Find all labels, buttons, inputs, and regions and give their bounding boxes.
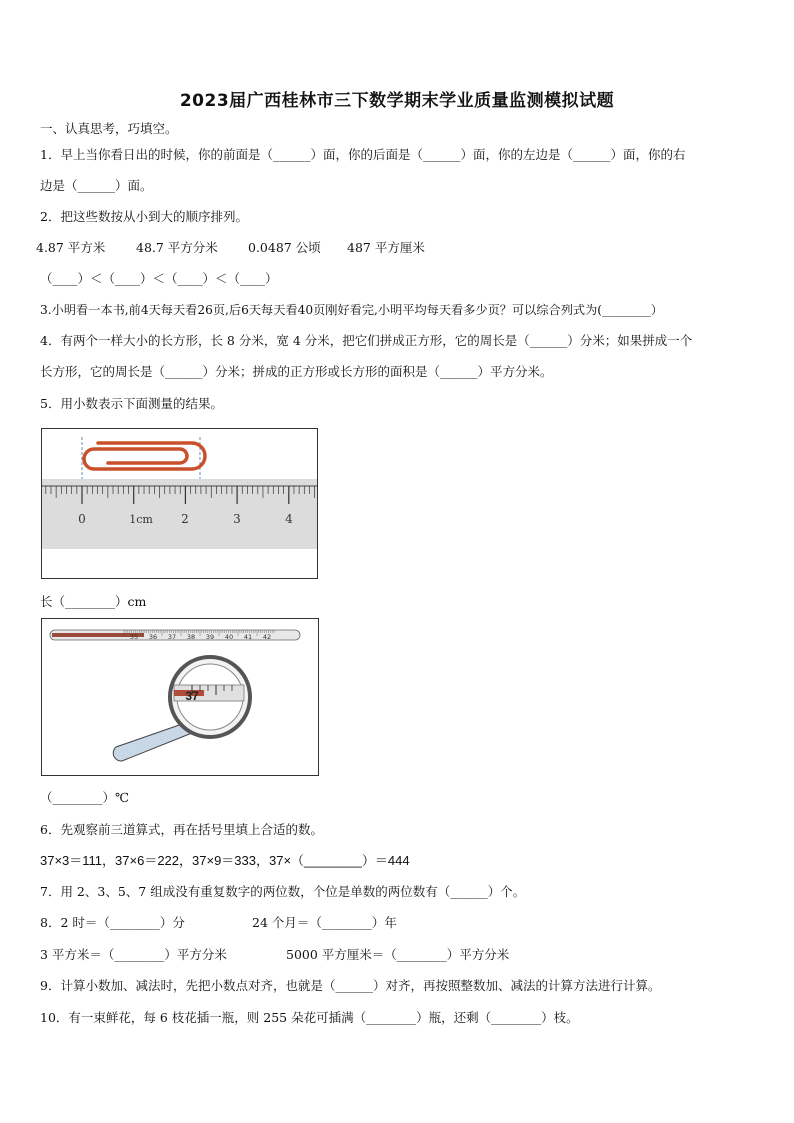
question-5-temperature-answer: （________）℃ xyxy=(40,790,129,805)
question-2-item-4: 487 平方厘米 xyxy=(347,240,425,255)
thermometer-label: 38 xyxy=(186,633,196,641)
question-4-line-1: 4．有两个一样大小的长方形，长 8 分米，宽 4 分米，把它们拼成正方形，它的周长是（______）分米；如果拼成一个 xyxy=(40,333,693,348)
magnifier-handle xyxy=(113,723,192,761)
question-10: 10．有一束鲜花，每 6 枝花插一瓶，则 255 朵花可插满（________）瓶，还剩（________）枝。 xyxy=(40,1010,579,1025)
magnified-label: 37 xyxy=(185,689,199,703)
thermometer-label: 41 xyxy=(243,633,253,641)
question-7: 7．用 2、3、5、7 组成没有重复数字的两位数，个位是单数的两位数有（______）个。 xyxy=(40,884,526,899)
question-2-item-2: 48.7 平方分米 xyxy=(136,240,218,255)
question-6-heading: 6．先观察前三道算式，再在括号里填上合适的数。 xyxy=(40,822,323,837)
magnifier-icon xyxy=(113,657,250,761)
question-2-heading: 2．把这些数按从小到大的顺序排列。 xyxy=(40,209,248,224)
ruler-label: 0 xyxy=(78,512,86,526)
question-2-item-3: 0.0487 公顷 xyxy=(248,240,321,255)
question-5-heading: 5．用小数表示下面测量的结果。 xyxy=(40,396,223,411)
paperclip-icon xyxy=(84,443,205,469)
ruler-label: 2 xyxy=(181,512,189,526)
thermometer-label: 37 xyxy=(167,633,177,641)
section-heading: 一、认真思考，巧填空。 xyxy=(40,121,178,136)
question-1-line-2: 边是（______）面。 xyxy=(40,178,153,193)
question-6-expression: 37×3＝111，37×6＝222，37×9＝333，37×（________）＝444 xyxy=(40,853,410,868)
question-1-line-1: 1．早上当你看日出的时候，你的前面是（______）面，你的后面是（______）面，你的左边是（______）面，你的右 xyxy=(40,147,686,162)
ruler-figure xyxy=(41,428,318,579)
question-2-ordering-blanks: （____）＜（____）＜（____）＜（____） xyxy=(40,271,278,286)
question-8-part-1: 8．2 时＝（________）分 xyxy=(40,915,185,930)
question-5-length-answer: 长（________）cm xyxy=(40,594,147,609)
question-2-item-1: 4.87 平方米 xyxy=(36,240,106,255)
question-4-line-2: 长方形，它的周长是（______）分米；拼成的正方形或长方形的面积是（______）平方分米。 xyxy=(40,364,553,379)
ruler-label: 1cm xyxy=(129,513,153,526)
thermometer-label: 42 xyxy=(262,633,272,641)
ruler-label: 4 xyxy=(285,512,293,526)
thermometer-label: 39 xyxy=(205,633,215,641)
question-8-part-3: 3 平方米＝（________）平方分米 xyxy=(40,947,227,962)
question-8-part-4: 5000 平方厘米＝（________）平方分米 xyxy=(286,947,510,962)
ruler-label: 3 xyxy=(233,512,241,526)
thermometer-label: 40 xyxy=(224,633,234,641)
thermometer-label: 36 xyxy=(148,633,158,641)
question-3: 3.小明看一本书,前4天每天看26页,后6天每天看40页刚好看完,小明平均每天看多少页？可以综合列式为(________） xyxy=(40,303,663,317)
page-title: 2023届广西桂林市三下数学期末学业质量监测模拟试题 xyxy=(179,91,615,111)
question-8-part-2: 24 个月＝（________）年 xyxy=(252,915,397,930)
ruler-paperclip-illustration xyxy=(42,429,317,578)
thermometer-figure xyxy=(41,618,319,776)
thermometer-label: 35 xyxy=(129,633,139,641)
question-9: 9．计算小数加、减法时，先把小数点对齐，也就是（______）对齐，再按照整数加、减法的计算方法进行计算。 xyxy=(40,978,661,993)
thermometer-magnifier-illustration xyxy=(42,619,318,775)
